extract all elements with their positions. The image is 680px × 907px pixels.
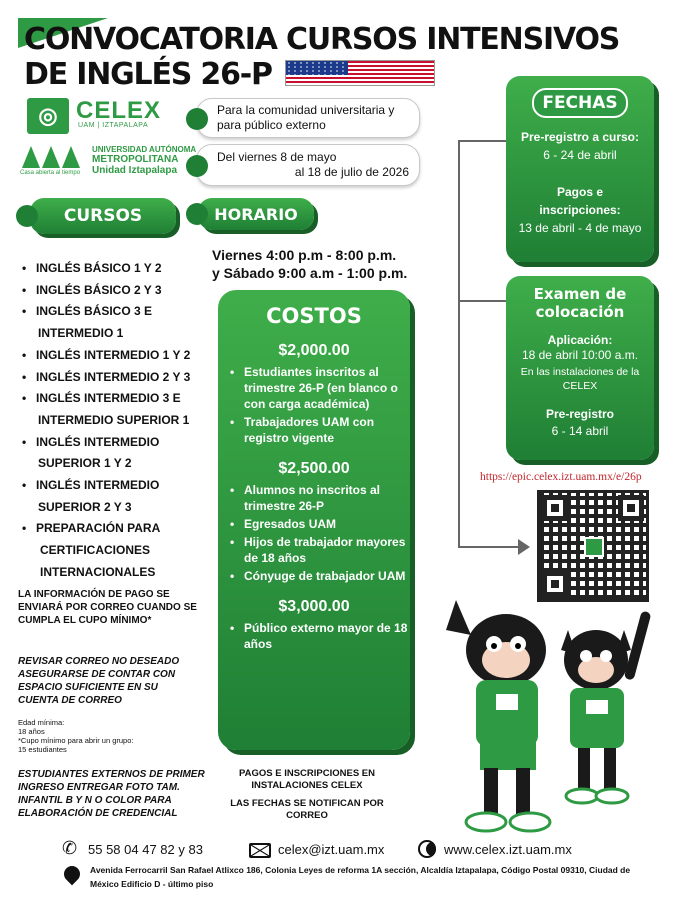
costos-heading: COSTOS: [266, 304, 362, 328]
pagos-label: Pagos e inscripciones:: [539, 185, 621, 217]
curso-item: • INGLÉS BÁSICO 2 Y 3: [22, 280, 212, 302]
payments-place-note: PAGOS E INSCRIPCIONES EN INSTALACIONES CELEX: [238, 768, 375, 791]
dates-bullet: [186, 155, 208, 177]
connector-line: [458, 300, 506, 302]
costos-panel: [218, 290, 410, 750]
email-icon: [249, 843, 271, 858]
uam-logo-icon: [22, 144, 82, 168]
cursos-heading: CURSOS: [30, 198, 176, 234]
celex-logo-subtitle: UAM | IZTAPALAPA: [78, 122, 149, 129]
audience-pill: [196, 98, 420, 138]
examen-panel: [506, 276, 654, 460]
qr-code-icon[interactable]: [537, 490, 649, 602]
fechas-panel: [506, 76, 654, 262]
celex-logo-text: CELEX: [76, 97, 162, 124]
external-students-note: ESTUDIANTES EXTERNOS DE PRIMER INGRESO ENTREGAR FOTO TAM. INFANTIL B Y N O COLOR PARA ELABORACIÓN DE CREDENCIAL: [18, 769, 205, 819]
dates-line-1: Del viernes 8 de mayo: [217, 150, 337, 164]
audience-bullet: [186, 108, 208, 130]
cost-item: • Hijos de trabajador mayores de 18 años: [218, 534, 410, 566]
location-pin-icon: [61, 863, 84, 886]
curso-item: • PREPARACIÓN PARA CERTIFICACIONES INTERNACIONALES: [22, 518, 212, 583]
prereg-value: 6 - 24 de abril: [543, 148, 617, 162]
prereg-label: Pre-registro a curso:: [520, 130, 640, 144]
examen-prereg-value: 6 - 14 abril: [551, 424, 609, 438]
examen-prereg-label: Pre-registro: [545, 407, 615, 421]
title-line-2: DE INGLÉS 26-P: [24, 57, 272, 92]
registration-link[interactable]: https://epic.celex.izt.uam.mx/e/26p: [480, 471, 642, 483]
examen-heading: Examen de colocación: [533, 285, 627, 321]
title-line-1: CONVOCATORIA CURSOS INTENSIVOS: [24, 22, 620, 57]
aplicacion-label: Aplicación:: [547, 333, 613, 347]
connector-line: [458, 546, 524, 548]
cursos-list: [22, 258, 212, 584]
uam-tagline: Casa abierta al tiempo: [20, 170, 81, 176]
examen-place: En las instalaciones de la CELEX: [520, 366, 640, 392]
uam-line-3: Unidad Iztapalapa: [92, 165, 178, 176]
cost-item: • Cónyuge de trabajador UAM: [218, 568, 410, 584]
curso-item: • INGLÉS BÁSICO 3 E INTERMEDIO 1: [22, 301, 212, 344]
website-link[interactable]: www.celex.izt.uam.mx: [444, 842, 572, 857]
horario-bullet: [186, 203, 208, 225]
curso-item: • INGLÉS INTERMEDIO SUPERIOR 2 Y 3: [22, 475, 212, 518]
dates-notice-note: LAS FECHAS SE NOTIFICAN POR CORREO: [230, 798, 384, 821]
curso-item: • INGLÉS INTERMEDIO 1 Y 2: [22, 345, 212, 367]
curso-item: • INGLÉS INTERMEDIO 2 Y 3: [22, 367, 212, 389]
curso-item: • INGLÉS INTERMEDIO 3 E INTERMEDIO SUPERIOR 1: [22, 388, 212, 431]
price-3000: $3,000.00: [278, 598, 350, 615]
email-link[interactable]: celex@izt.uam.mx: [278, 842, 385, 857]
cost-item: • Trabajadores UAM con registro vigente: [218, 414, 410, 446]
cost-item: • Egresados UAM: [218, 516, 410, 532]
horario-text: [212, 246, 407, 282]
price-2500: $2,500.00: [278, 460, 350, 477]
payment-info-note: LA INFORMACIÓN DE PAGO SE ENVIARÁ POR CORREO CUANDO SE CUMPLA EL CUPO MÍNIMO*: [18, 589, 197, 626]
cursos-bullet: [16, 205, 38, 227]
spam-check-note: REVISAR CORREO NO DESEADO ASEGURARSE DE CONTAR CON ESPACIO SUFICIENTE EN SU CUENTA DE CORREO: [18, 656, 180, 706]
cost-item: • Estudiantes inscritos al trimestre 26-P (en blanco o con carga académica): [218, 364, 410, 412]
dates-pill: [196, 144, 420, 186]
panther-mascots-illustration: [436, 590, 672, 852]
phone-number[interactable]: 55 58 04 47 82 y 83: [88, 842, 203, 857]
cost-item: • Público externo mayor de 18 años: [218, 620, 410, 652]
audience-text: Para la comunidad universitaria y para público externo: [217, 103, 395, 132]
curso-item: • INGLÉS INTERMEDIO SUPERIOR 1 Y 2: [22, 432, 212, 475]
uam-line-1: UNIVERSIDAD AUTÓNOMA: [92, 145, 197, 154]
dates-line-2: al 18 de julio de 2026: [294, 165, 409, 179]
uam-logo-text: [92, 145, 196, 176]
curso-item: • INGLÉS BÁSICO 1 Y 2: [22, 258, 212, 280]
min-age-note: Edad mínima: 18 años *Cupo mínimo para abrir un grupo: 15 estudiantes: [18, 718, 134, 754]
fechas-heading: FECHAS: [532, 88, 628, 118]
horario-line-2: y Sábado 9:00 a.m - 1:00 p.m.: [212, 265, 408, 281]
celex-logo-icon: ◎: [27, 98, 69, 134]
horario-heading: HORARIO: [198, 198, 314, 230]
address-text: Avenida Ferrocarril San Rafael Atlixco 186, Colonia Leyes de reforma 1A sección, Alcaldía Iztapalapa, Código Postal 09310, Ciudad de México Edificio D - último piso: [90, 865, 631, 889]
globe-icon: [418, 840, 436, 858]
price-2000: $2,000.00: [278, 342, 350, 359]
connector-line: [458, 140, 460, 546]
uam-line-2: METROPOLITANA: [92, 154, 179, 165]
horario-line-1: Viernes 4:00 p.m - 8:00 p.m.: [212, 247, 397, 263]
us-flag-icon: [285, 60, 435, 86]
phone-icon: ✆: [62, 838, 78, 858]
connector-line: [458, 140, 506, 142]
pagos-value: 13 de abril - 4 de mayo: [518, 221, 642, 235]
arrow-right-icon: [518, 539, 530, 555]
cost-item: • Alumnos no inscritos al trimestre 26-P: [218, 482, 410, 514]
aplicacion-value: 18 de abril 10:00 a.m.: [521, 348, 639, 362]
